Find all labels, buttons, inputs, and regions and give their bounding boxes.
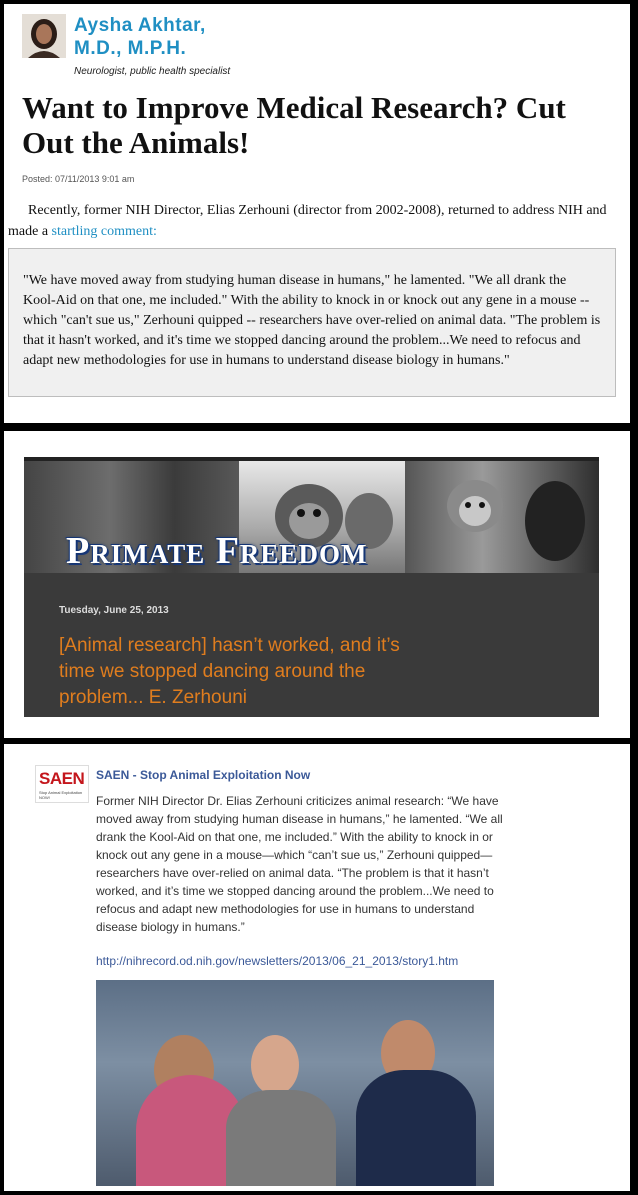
author-name-line2[interactable]: M.D., M.P.H. xyxy=(74,38,187,59)
blog-banner[interactable] xyxy=(24,457,599,573)
post-text: Former NIH Director Dr. Elias Zerhouni criticizes animal research: “We have moved away from studying human disease in humans,” he lamented. “We all drank the Kool-Aid on that one, me included.” With the ability to knock in or knock out any gene in a mouse—which “can’t sue us,” Zerhouni quipped—researchers have over-relied on animal data. “The problem is that it hasn’t worked, and it’s time we stopped dancing around the problem...We need to refocus and adapt new methodologies for use in humans to understand disease biology in humans.” xyxy=(96,794,503,934)
saen-post-panel xyxy=(4,744,630,1191)
blockquote: "We have moved away from studying human disease in humans," he lamented. "We all drank the Kool-Aid on that one, me included." With the ability to knock in or knock out any gene in a mouse -- which "can't sue us," Zerhouni quipped -- researchers have over-relied on animal data. "The problem is that it hasn't worked, and it's time we stopped dancing around the problem...We need to refocus and adapt new methodologies for use in humans to understand disease biology in humans." xyxy=(8,248,616,397)
page-name-link[interactable]: SAEN - Stop Animal Exploitation Now xyxy=(96,768,311,782)
primate-freedom-blog xyxy=(24,457,599,717)
startling-comment-link[interactable]: startling comment: xyxy=(51,224,157,239)
article-url-link[interactable]: http://nihrecord.od.nih.gov/newsletters/2013/06_21_2013/story1.htm xyxy=(96,954,459,968)
intro-text: Recently, former NIH Director, Elias Zerhouni (director from 2002-2008), returned to address NIH and made a xyxy=(8,203,607,239)
photo-person-man-glasses-body xyxy=(226,1090,336,1186)
author-avatar[interactable] xyxy=(22,14,66,58)
intro-paragraph xyxy=(8,200,613,242)
blog-title[interactable]: Primate Freedom xyxy=(66,530,368,572)
author-name[interactable] xyxy=(74,14,206,60)
post-photo[interactable] xyxy=(96,980,494,1186)
posted-date: Posted: 07/11/2013 9:01 am xyxy=(22,174,135,184)
blog-post-panel xyxy=(4,4,630,423)
author-title: Neurologist, public health specialist xyxy=(74,66,231,77)
author-name-line1[interactable]: Aysha Akhtar, xyxy=(74,15,206,36)
photo-person-man-glasses xyxy=(251,1035,299,1095)
post-title[interactable]: [Animal research] hasn’t worked, and it’s time we stopped dancing around the problem... E. Zerhouni xyxy=(59,635,400,708)
banner-monkey-image-2 xyxy=(405,461,599,573)
saen-logo[interactable] xyxy=(35,765,89,803)
saen-logo-subtext: Stop Animal Exploitation NOW! xyxy=(39,790,83,800)
article-headline: Want to Improve Medical Research? Cut Out the Animals! xyxy=(22,90,566,160)
primate-freedom-panel xyxy=(4,431,630,738)
post-date: Tuesday, June 25, 2013 xyxy=(59,605,169,616)
saen-logo-text: SAEN xyxy=(39,769,85,788)
photo-person-man-suit-body xyxy=(356,1070,476,1186)
